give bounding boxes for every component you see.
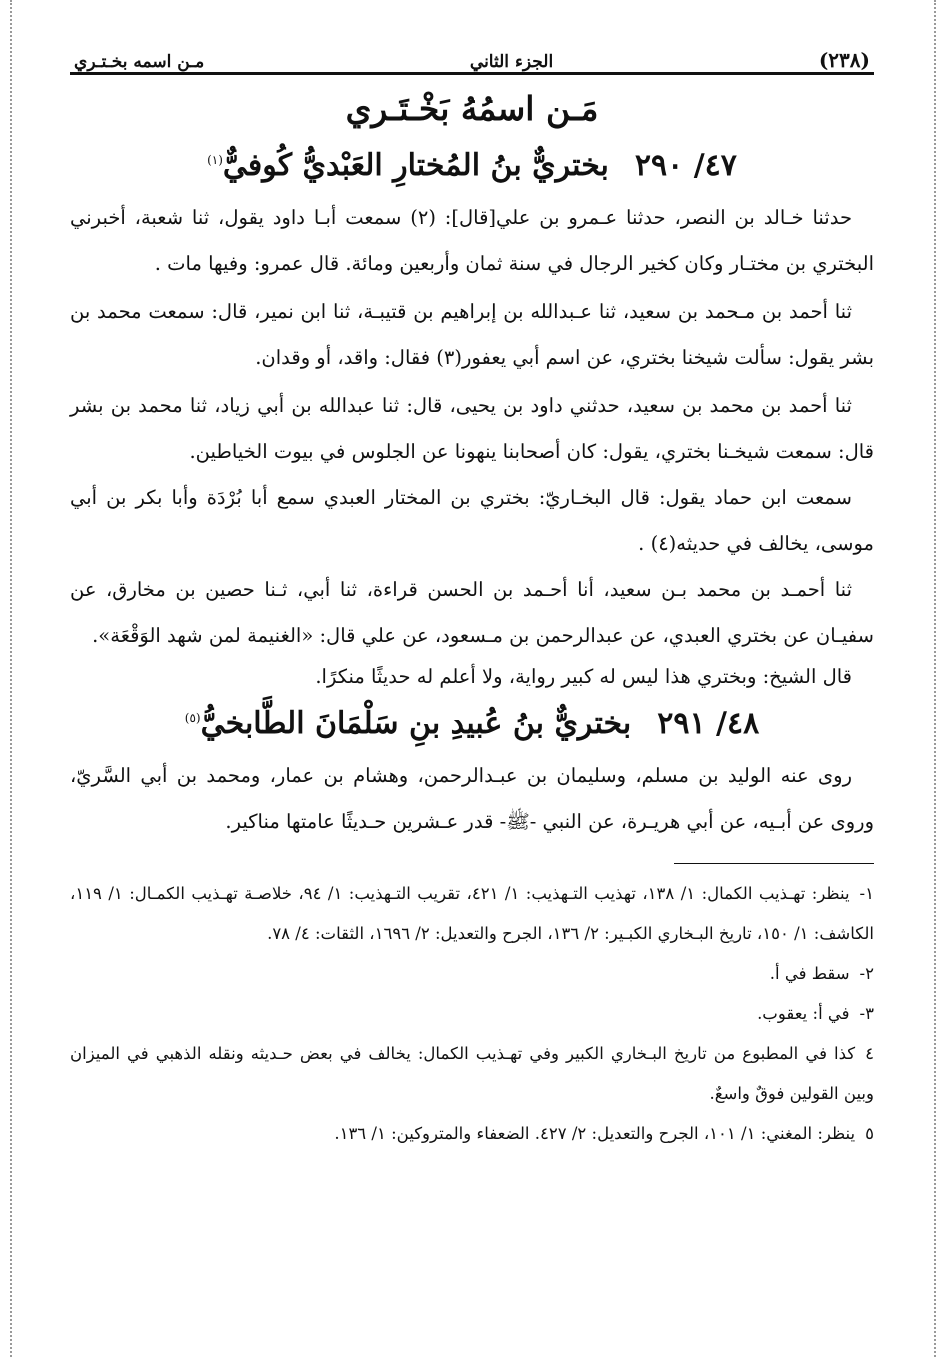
paragraph: قال الشيخ: وبختري هذا ليس له كبير رواية، ولا أعلم له حديثًا منكرًا. <box>315 665 852 688</box>
footnote-number: ٣- <box>859 1004 874 1023</box>
footnote-ref: (١) <box>207 153 223 167</box>
volume-label: الجزء الثاني <box>469 52 554 72</box>
entry-number: ٤٨/ ٢٩١ <box>657 706 760 741</box>
footnote-number: ١- <box>859 884 874 903</box>
footnote-text: في أ: يعقوب. <box>757 1004 850 1023</box>
footnote-text: ينظر: تهـذيب الكمال: ١/ ١٣٨، تهذيب التـهذيب: ١/ ٤٢١، تقريب التـهذيب: ١/ ٩٤، خلاصـة تهـذيب الكمـال: ١/ ١١٩، الكاشف: ١/ ١٥٠، تاريخ البـخاري الكبـير: ٢/ ١٣٦، الجرح والتعديل: ٢/ ١٦٩٦، الثقات: ٤/ ٧٨. <box>70 884 874 943</box>
footnote-separator <box>674 863 874 864</box>
paragraph: ثنا أحمـد بن محمد بـن سعيد، أنا أحـمد بن الحسن قراءة، ثنا أبي، ثـنا حصين بن مخارق، عن سفيـان عن بختري العبدي، عن عبدالرحمن بن مـسعود، عن علي قال: «الغنيمة لمن شهد الوَقْعَة». <box>70 578 874 647</box>
book-page <box>70 32 874 1357</box>
scan-border-left <box>10 0 12 1357</box>
paragraph: روى عنه الوليد بن مسلم، وسليمان بن عبـدالرحمن، وهشام بن عمار، ومحمد بن أبي السَّريّ، وروى عن أبـيه، عن أبي هريـرة، عن النبي -ﷺ- قدر عـشرين حـديثًا عامتها مناكير. <box>70 764 874 833</box>
footnote-text: ينظر: المغني: ١/ ١٠١، الجرح والتعديل: ٢/ ٤٢٧. الضعفاء والمتروكين: ١/ ١٣٦. <box>334 1124 856 1143</box>
paragraph: ثنا أحمد بن مـحمد بن سعيد، ثنا عـبدالله بن إبراهيم بن قتيبـة، ثنا ابن نمير، قال: سمعت محمد بن بشر يقول: سألت شيخنا بختري، عن اسم أبي يعفور(٣) فقال: واقد، أو وقدان. <box>70 300 874 369</box>
paragraph: سمعت ابن حماد يقول: قال البخـاريّ: بختري بن المختار العبدي سمع أبا بُرْدَة وأبا بكر بن أبي موسى، يخالف في حديثه(٤) . <box>70 486 874 555</box>
entry-heading <box>70 137 874 189</box>
footnotes <box>70 874 874 1154</box>
footnote-number: ٢- <box>859 964 874 983</box>
entry-heading <box>70 695 874 747</box>
footnote-ref: (٥) <box>184 711 201 725</box>
entry-number: ٤٧/ ٢٩٠ <box>634 148 737 183</box>
entry-name: بختريٌّ بنُ المُختارِ العَبْديُّ كُوفيٌّ <box>222 148 609 183</box>
footnote <box>70 954 874 994</box>
footnote-number: ٥ <box>865 1124 874 1143</box>
running-header <box>70 32 874 75</box>
section-label: مـن اسمه بخـتـري <box>74 52 205 72</box>
footnote <box>70 874 874 954</box>
chapter-title: مَـن اسمُهُ بَخْـتَـري <box>345 89 599 128</box>
footnote-number: ٤ <box>865 1044 874 1063</box>
footnote <box>70 1114 874 1154</box>
paragraph: حدثنا خـالد بن النصر، حدثنا عـمرو بن علي[قال]: (٢) سمعت أبـا داود يقول، ثنا شعبة، أخبرني البختري بن مختـار وكان كخير الرجال في سنة ثمان وأربعين ومائة. قال عمرو: وفيها مات . <box>70 206 874 275</box>
footnote-text: كذا في المطبوع من تاريخ البـخاري الكبير وفي تهـذيب الكمال: يخالف في بعض حـديثه ونقله الذهبي في الميزان وبين القولين فوقٌ واسعٌ. <box>70 1044 874 1103</box>
entry-name: بختريٌّ بنُ عُبيدِ بنِ سَلْمَانَ الطَّابخيُّ <box>200 706 632 741</box>
footnote-text: سقط في أ. <box>769 964 850 983</box>
scan-border-right <box>934 0 936 1357</box>
paragraph: ثنا أحمد بن محمد بن سعيد، حدثني داود بن يحيى، قال: ثنا عبدالله بن أبي زياد، ثنا محمد بن بشر قال: سمعت شيخـنا بختري، يقول: كان أصحابنا ينهونا عن الجلوس في بيوت الخياطين. <box>70 394 874 463</box>
page-number: (٢٣٨) <box>818 48 870 72</box>
footnote <box>70 994 874 1034</box>
footnote <box>70 1034 874 1114</box>
